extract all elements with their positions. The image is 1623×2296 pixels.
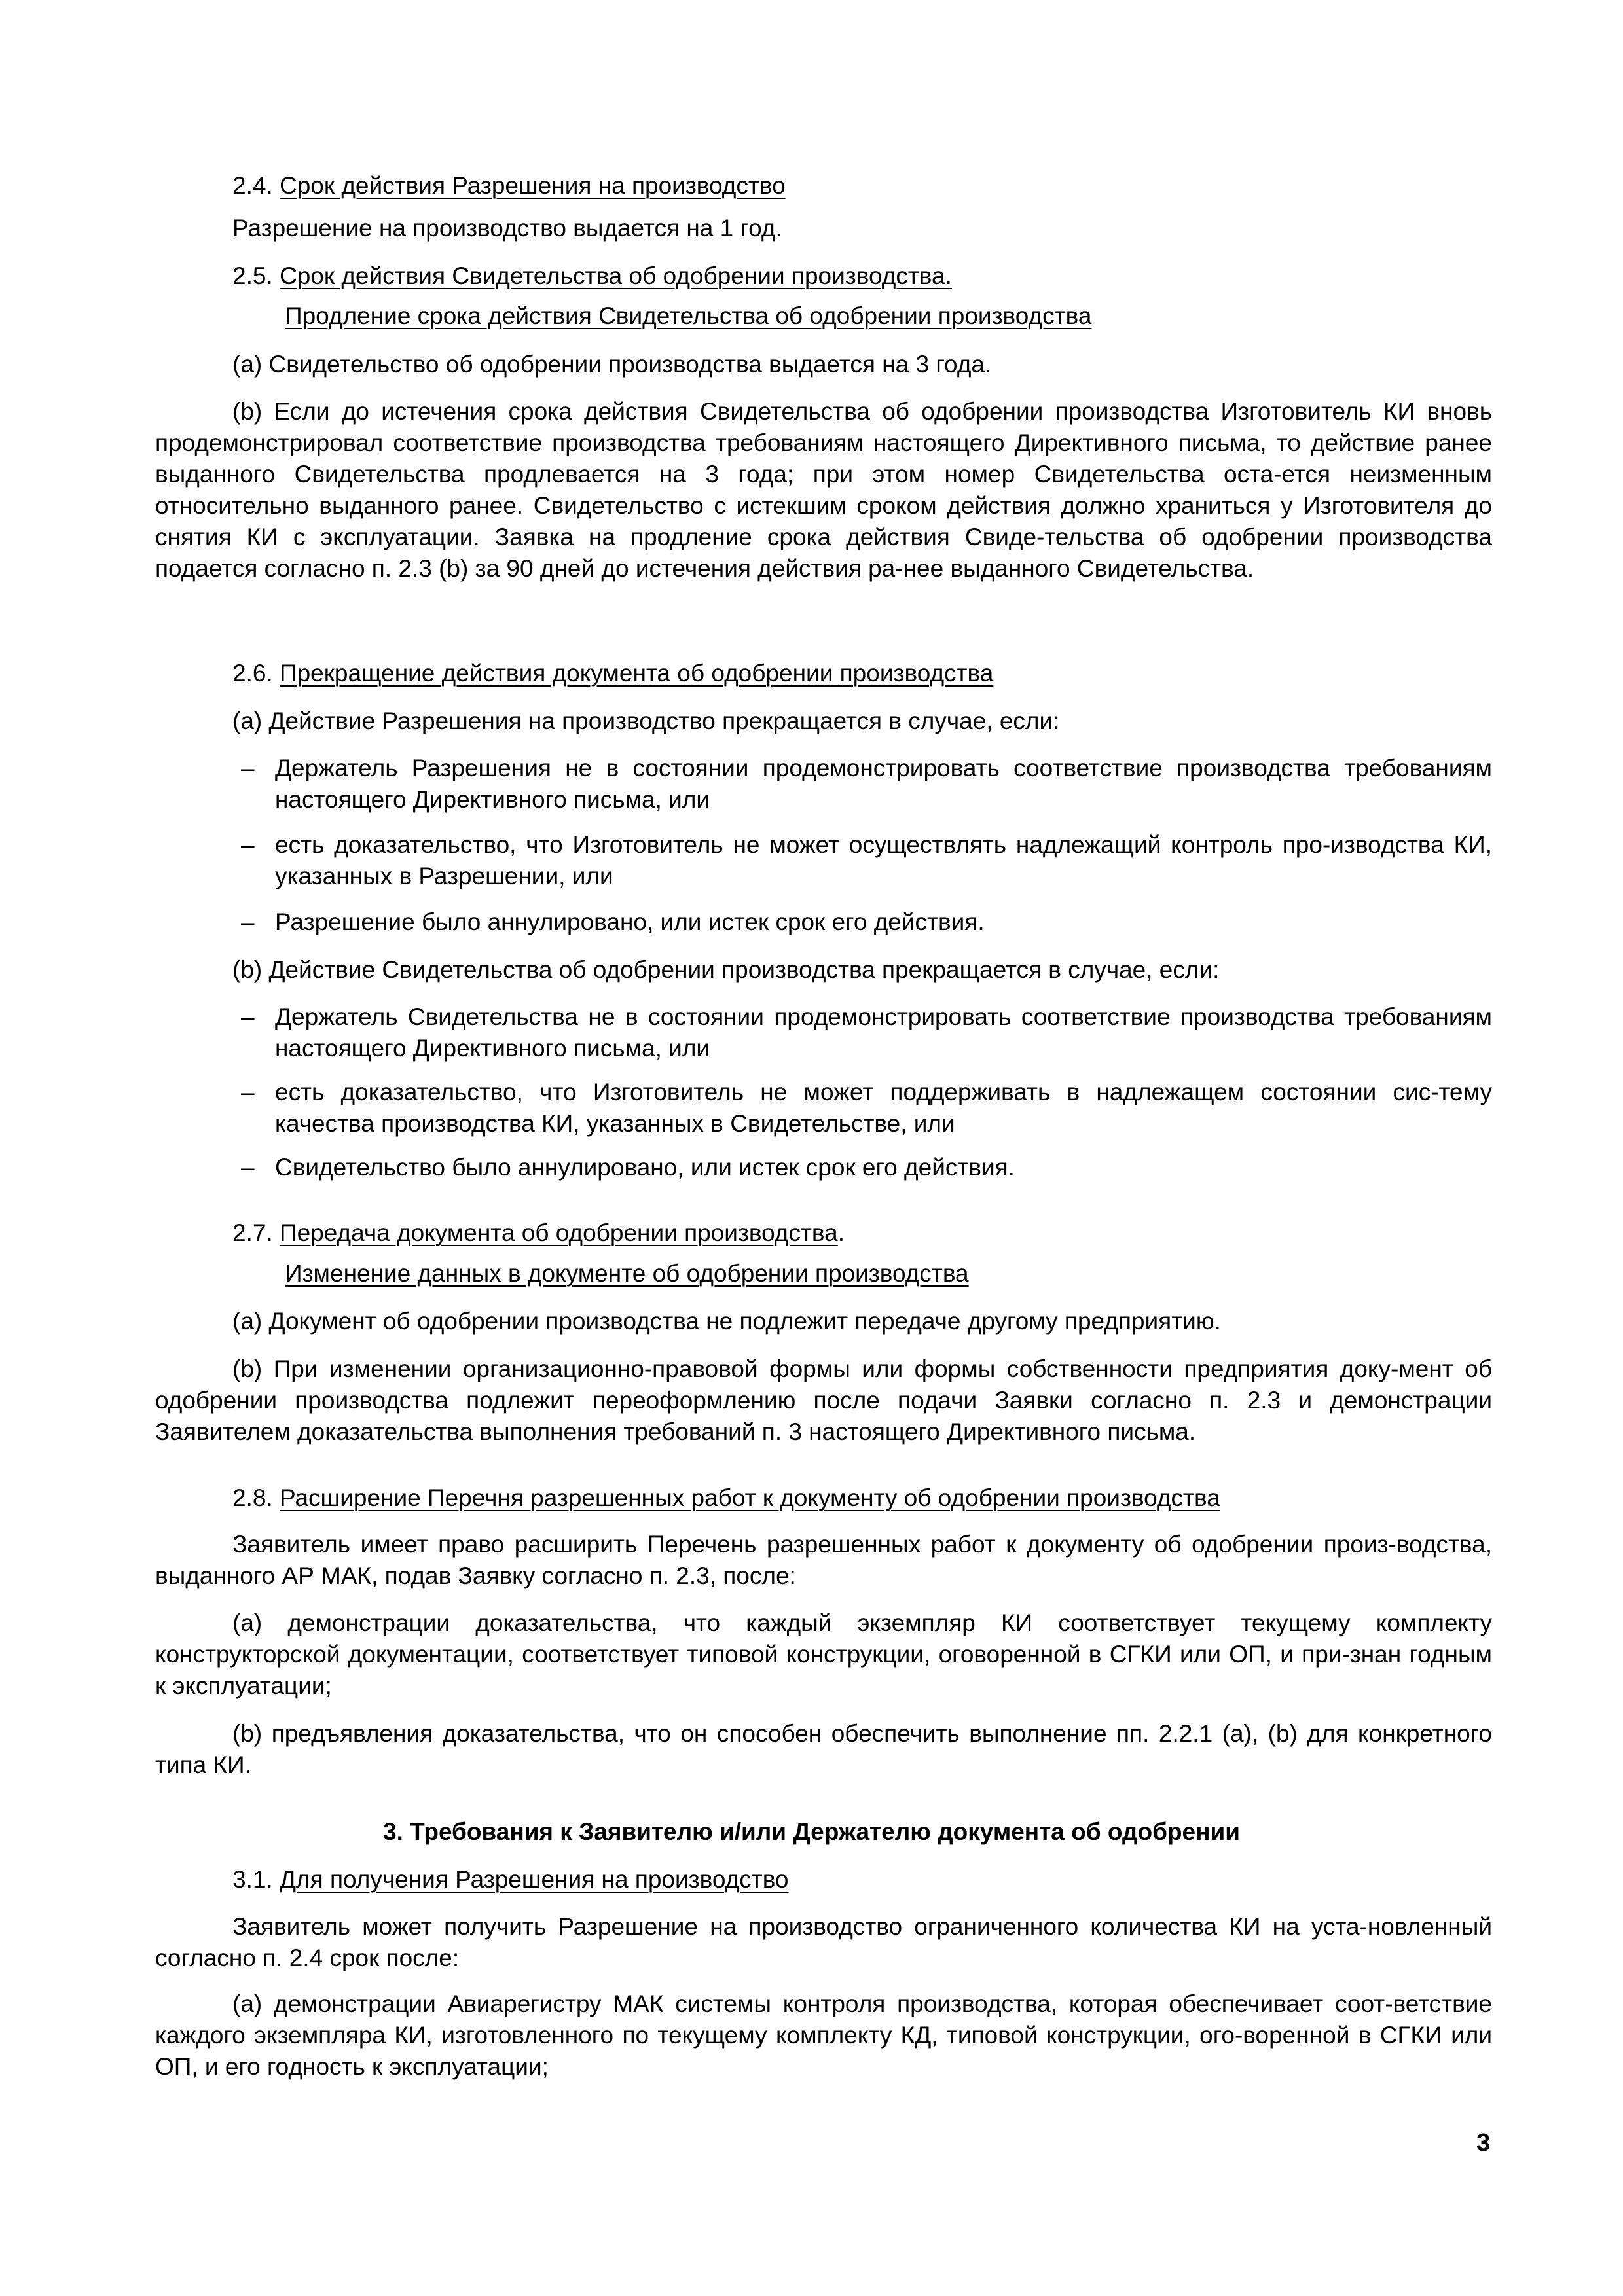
section-2-8-para-a: (a) демонстрации доказательства, что каждый экземпляр КИ соответствует текущему комплекту конструкторской документации, соответствует типовой конструкции, оговоренной в СГКИ или ОП, и при-знан годным к эксплуатации; — [155, 1609, 1492, 1699]
section-2-5-subtitle-text: Продление срока действия Свидетельства об одобрении производства — [285, 302, 1092, 329]
dash-bullet: – — [241, 1154, 255, 1181]
dash-bullet: – — [241, 755, 255, 781]
section-2-7-subtitle-text: Изменение данных в документе об одобрении производства — [285, 1260, 969, 1287]
list-item — [241, 753, 1492, 816]
section-2-5-para-a: (a) Свидетельство об одобрении производства выдается на 3 года. — [232, 351, 992, 378]
list-item-text: Свидетельство было аннулировано, или истек срок его действия. — [275, 1154, 1015, 1181]
section-2-7-subtitle — [285, 1258, 969, 1289]
section-2-4-text: Разрешение на производство выдается на 1 год. — [232, 215, 782, 242]
section-3-1-heading — [232, 1864, 789, 1895]
dash-bullet: – — [241, 908, 255, 935]
section-2-5-heading — [232, 260, 952, 292]
page-number: 3 — [1476, 2129, 1491, 2157]
list-item-text: есть доказательство, что Изготовитель не может осуществлять надлежащий контроль про-изводства КИ, указанных в Разрешении, или — [275, 831, 1492, 889]
section-2-8-title: Расширение Перечня разрешенных работ к документу об одобрении производства — [280, 1484, 1220, 1511]
section-3-title: 3. Требования к Заявителю и/или Держателю документа об одобрении — [383, 1818, 1240, 1845]
list-item — [241, 1001, 1492, 1064]
section-2-5-subtitle — [285, 300, 1091, 332]
list-item — [241, 906, 1492, 938]
section-2-7-heading — [232, 1217, 845, 1249]
list-item — [241, 1152, 1492, 1183]
section-2-4-heading — [232, 170, 786, 202]
section-2-5-para-b: (b) Если до истечения срока действия Свидетельства об одобрении производства Изготовитель КИ вновь продемонстрировал соответствие производства требованиям настоящего Директивного письма, то действие ранее выданного Свидетельства продлевается на 3 года; при этом номер Свидетельства оста-ется неизменным относительно выданного ранее. Свидетельство с истекшим сроком действия должно храниться у Изготовителя до снятия КИ с эксплуатации. Заявка на продление срока действия Свиде-тельства об одобрении производства подается согласно п. 2.3 (b) за 90 дней до истечения действия ра-нее выданного Свидетельства. — [155, 398, 1492, 582]
section-3-1-para-a: (a) демонстрации Авиарегистру МАК системы контроля производства, которая обеспечивает соот-ветствие каждого экземпляра КИ, изготовленного по текущему комплекту КД, типовой конструкции, ого-воренной в СГКИ или ОП, и его годность к эксплуатации; — [155, 1990, 1492, 2080]
dash-bullet: – — [241, 831, 255, 858]
section-2-6-para-a: (a) Действие Разрешения на производство прекращается в случае, если: — [232, 708, 1060, 734]
list-item-text: есть доказательство, что Изготовитель не может поддерживать в надлежащем состоянии сис-тему качества производства КИ, указанных в Свидетельстве, или — [275, 1079, 1492, 1137]
list-item — [241, 1077, 1492, 1139]
section-2-7-para-b: (b) При изменении организационно-правовой формы или формы собственности предприятия доку-мент об одобрении производства подлежит переоформлению после подачи Заявки согласно п. 2.3 и демонстрации Заявителем доказательства выполнения требований п. 3 настоящего Директивного письма. — [155, 1355, 1492, 1445]
section-2-6-number: 2.6. — [232, 660, 273, 687]
section-3-1-title: Для получения Разрешения на производство — [280, 1866, 789, 1893]
section-2-8-number: 2.8. — [232, 1484, 273, 1511]
section-2-5-title: Срок действия Свидетельства об одобрении производства. — [280, 262, 952, 289]
section-2-6-para-b: (b) Действие Свидетельства об одобрении производства прекращается в случае, если: — [232, 956, 1220, 983]
section-2-4-title: Срок действия Разрешения на производство — [280, 172, 786, 199]
section-2-7-title-period: . — [837, 1219, 845, 1246]
list-item-text: Держатель Свидетельства не в состоянии продемонстрировать соответствие производства требованиям настоящего Директивного письма, или — [275, 1003, 1492, 1062]
section-2-4-number: 2.4. — [232, 172, 273, 199]
section-2-5-number: 2.5. — [232, 262, 273, 289]
section-3-1-intro: Заявитель может получить Разрешение на производство ограниченного количества КИ на уста-новленный согласно п. 2.4 срок после: — [155, 1913, 1492, 1971]
section-2-6-heading — [232, 658, 993, 689]
section-2-7-para-a: (a) Документ об одобрении производства не подлежит передаче другому предприятию. — [232, 1308, 1221, 1335]
section-2-8-para-b: (b) предъявления доказательства, что он способен обеспечить выполнение пп. 2.2.1 (a), (b) для конкретного типа КИ. — [155, 1720, 1492, 1778]
dash-bullet: – — [241, 1003, 255, 1030]
section-3-1-number: 3.1. — [232, 1866, 273, 1893]
section-2-8-heading — [232, 1482, 1220, 1514]
section-2-8-intro: Заявитель имеет право расширить Перечень разрешенных работ к документу об одобрении произ-водства, выданного АР МАК, подав Заявку согласно п. 2.3, после: — [155, 1531, 1492, 1589]
section-2-7-title: Передача документа об одобрении производства — [280, 1219, 838, 1246]
dash-bullet: – — [241, 1079, 255, 1105]
section-2-7-number: 2.7. — [232, 1219, 273, 1246]
list-item-text: Держатель Разрешения не в состоянии продемонстрировать соответствие производства требованиям настоящего Директивного письма, или — [275, 755, 1492, 813]
list-item-text: Разрешение было аннулировано, или истек срок его действия. — [275, 908, 985, 935]
list-item — [241, 829, 1492, 892]
section-2-6-title: Прекращение действия документа об одобрении производства — [280, 660, 994, 687]
